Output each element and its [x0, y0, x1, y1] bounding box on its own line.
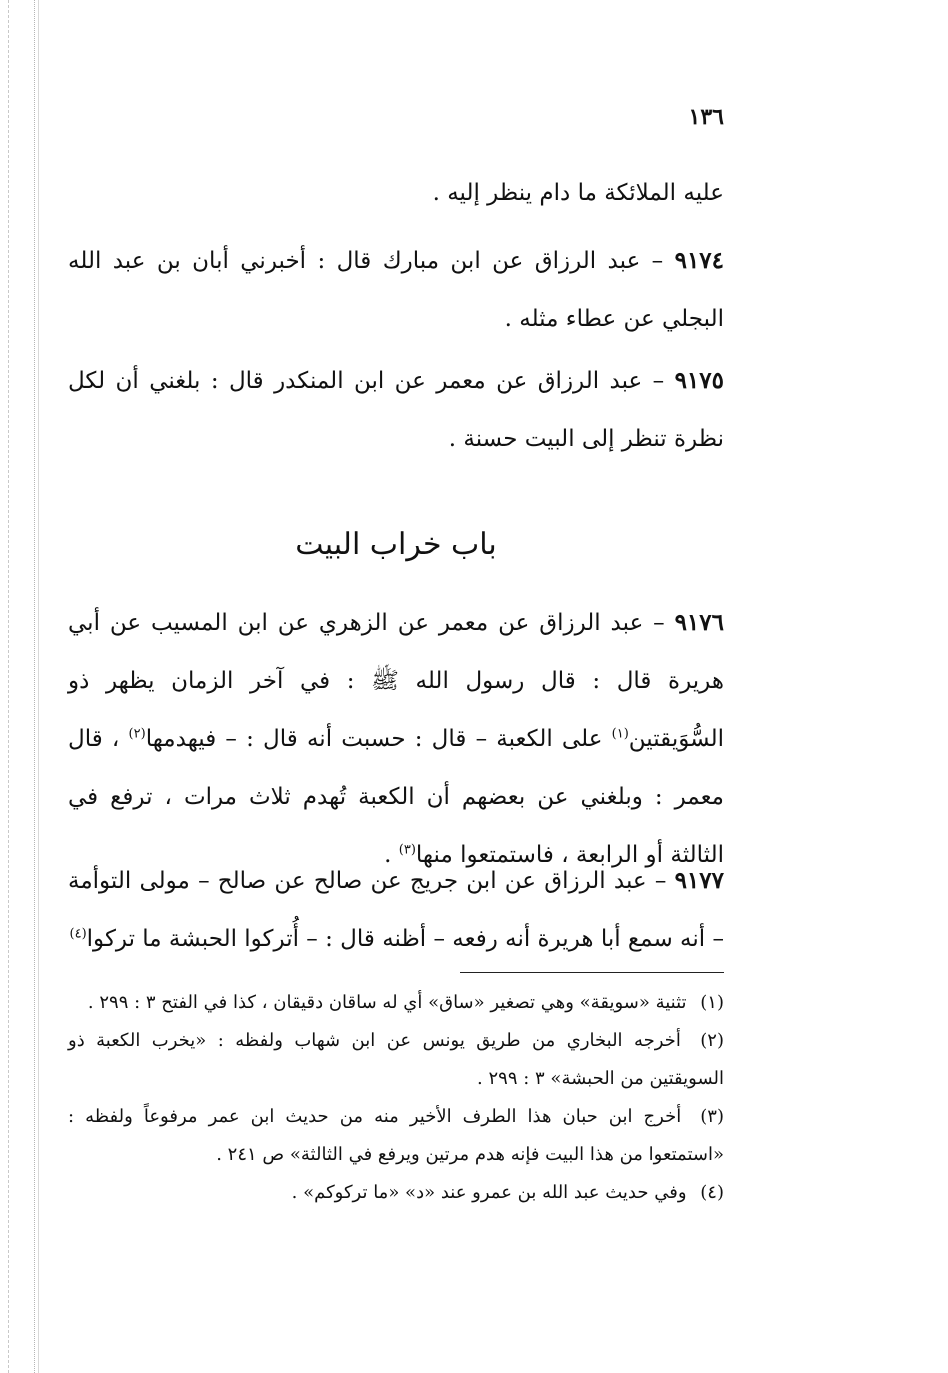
- hadith-number: ٩١٧٥: [674, 367, 724, 394]
- hadith-9177: [68, 852, 724, 968]
- hadith-text-end: .: [384, 842, 392, 868]
- hadith-9176: [68, 594, 724, 884]
- continuation-text: عليه الملائكة ما دام ينظر إليه .: [432, 180, 724, 206]
- hadith-text: ، قال معمر : وبلغني عن بعضهم أن الكعبة تُهدم ثلاث مرات ، ترفع في الثالثة أو الرابعة ، فاستمتعوا منها: [68, 726, 724, 868]
- footnote-item: [68, 1022, 724, 1098]
- footnote-text: وفي حديث عبد الله بن عمرو عند «د» «ما تركوكم» .: [291, 1182, 687, 1203]
- hadith-number: ٩١٧٦: [674, 609, 724, 636]
- scan-gutter-line: [34, 0, 35, 1373]
- hadith-9175: [68, 352, 724, 468]
- footnote-ref[interactable]: (١): [611, 726, 629, 742]
- footnote-item: [68, 1098, 724, 1174]
- footnote-text: تثنية «سويقة» وهي تصغير «ساق» أي له ساقان دقيقان ، كذا في الفتح ٣ : ٢٩٩ .: [87, 992, 687, 1013]
- footnote-ref[interactable]: (٤): [69, 926, 87, 942]
- footnote-ref[interactable]: (٢): [128, 726, 146, 742]
- hadith-text: – عبد الرزاق عن ابن مبارك قال : أخبرني أبان بن عبد الله البجلي عن عطاء مثله .: [68, 248, 724, 332]
- footnote-mark: (١): [700, 992, 724, 1013]
- footnote-text: أخرجه البخاري من طريق يونس عن ابن شهاب ولفظه : «يخرب الكعبة ذو السويقتين من الحبشة» ٣ : ٢٩٩ .: [68, 1030, 724, 1089]
- hadith-text: – عبد الرزاق عن معمر عن ابن المنكدر قال : بلغني أن لكل نظرة تنظر إلى البيت حسنة .: [68, 368, 724, 452]
- footnote-divider: [460, 972, 724, 973]
- scan-gutter-line: [38, 0, 39, 1373]
- hadith-number: ٩١٧٧: [674, 867, 724, 894]
- footnote-mark: (٢): [700, 1030, 724, 1051]
- footnote-mark: (٣): [700, 1106, 724, 1127]
- footnote-mark: (٤): [700, 1182, 724, 1203]
- footnote-item: [68, 1174, 724, 1212]
- page-number: ١٣٦: [688, 104, 724, 130]
- hadith-text: على الكعبة – قال : حسبت أنه قال : – فيهدمها: [145, 726, 603, 752]
- hadith-number: ٩١٧٤: [674, 247, 725, 274]
- footnote-item: [68, 984, 724, 1022]
- hadith-text: – عبد الرزاق عن معمر عن الزهري عن ابن المسيب عن أبي هريرة قال : قال رسول الله ﷺ : في آخر الزمان يظهر ذو السُّوَيقتين: [68, 610, 725, 752]
- footnotes-list: [68, 984, 724, 1212]
- scan-gutter-line: [8, 0, 9, 1373]
- hadith-text: – عبد الرزاق عن ابن جريج عن صالح عن صالح – مولى التوأمة – أنه سمع أبا هريرة أنه رفعه – أظنه قال : – أُتركوا الحبشة ما تركوا: [68, 868, 724, 952]
- footnote-text: أخرج ابن حبان هذا الطرف الأخير منه من حديث ابن عمر مرفوعاً ولفظه : «استمتعوا من هذا البيت فإنه هدم مرتين ويرفع في الثالثة» ص ٢٤١ .: [68, 1106, 724, 1165]
- hadith-9174: [68, 232, 724, 348]
- footnote-ref[interactable]: (٣): [398, 842, 416, 858]
- section-heading: باب خراب البيت: [295, 527, 497, 562]
